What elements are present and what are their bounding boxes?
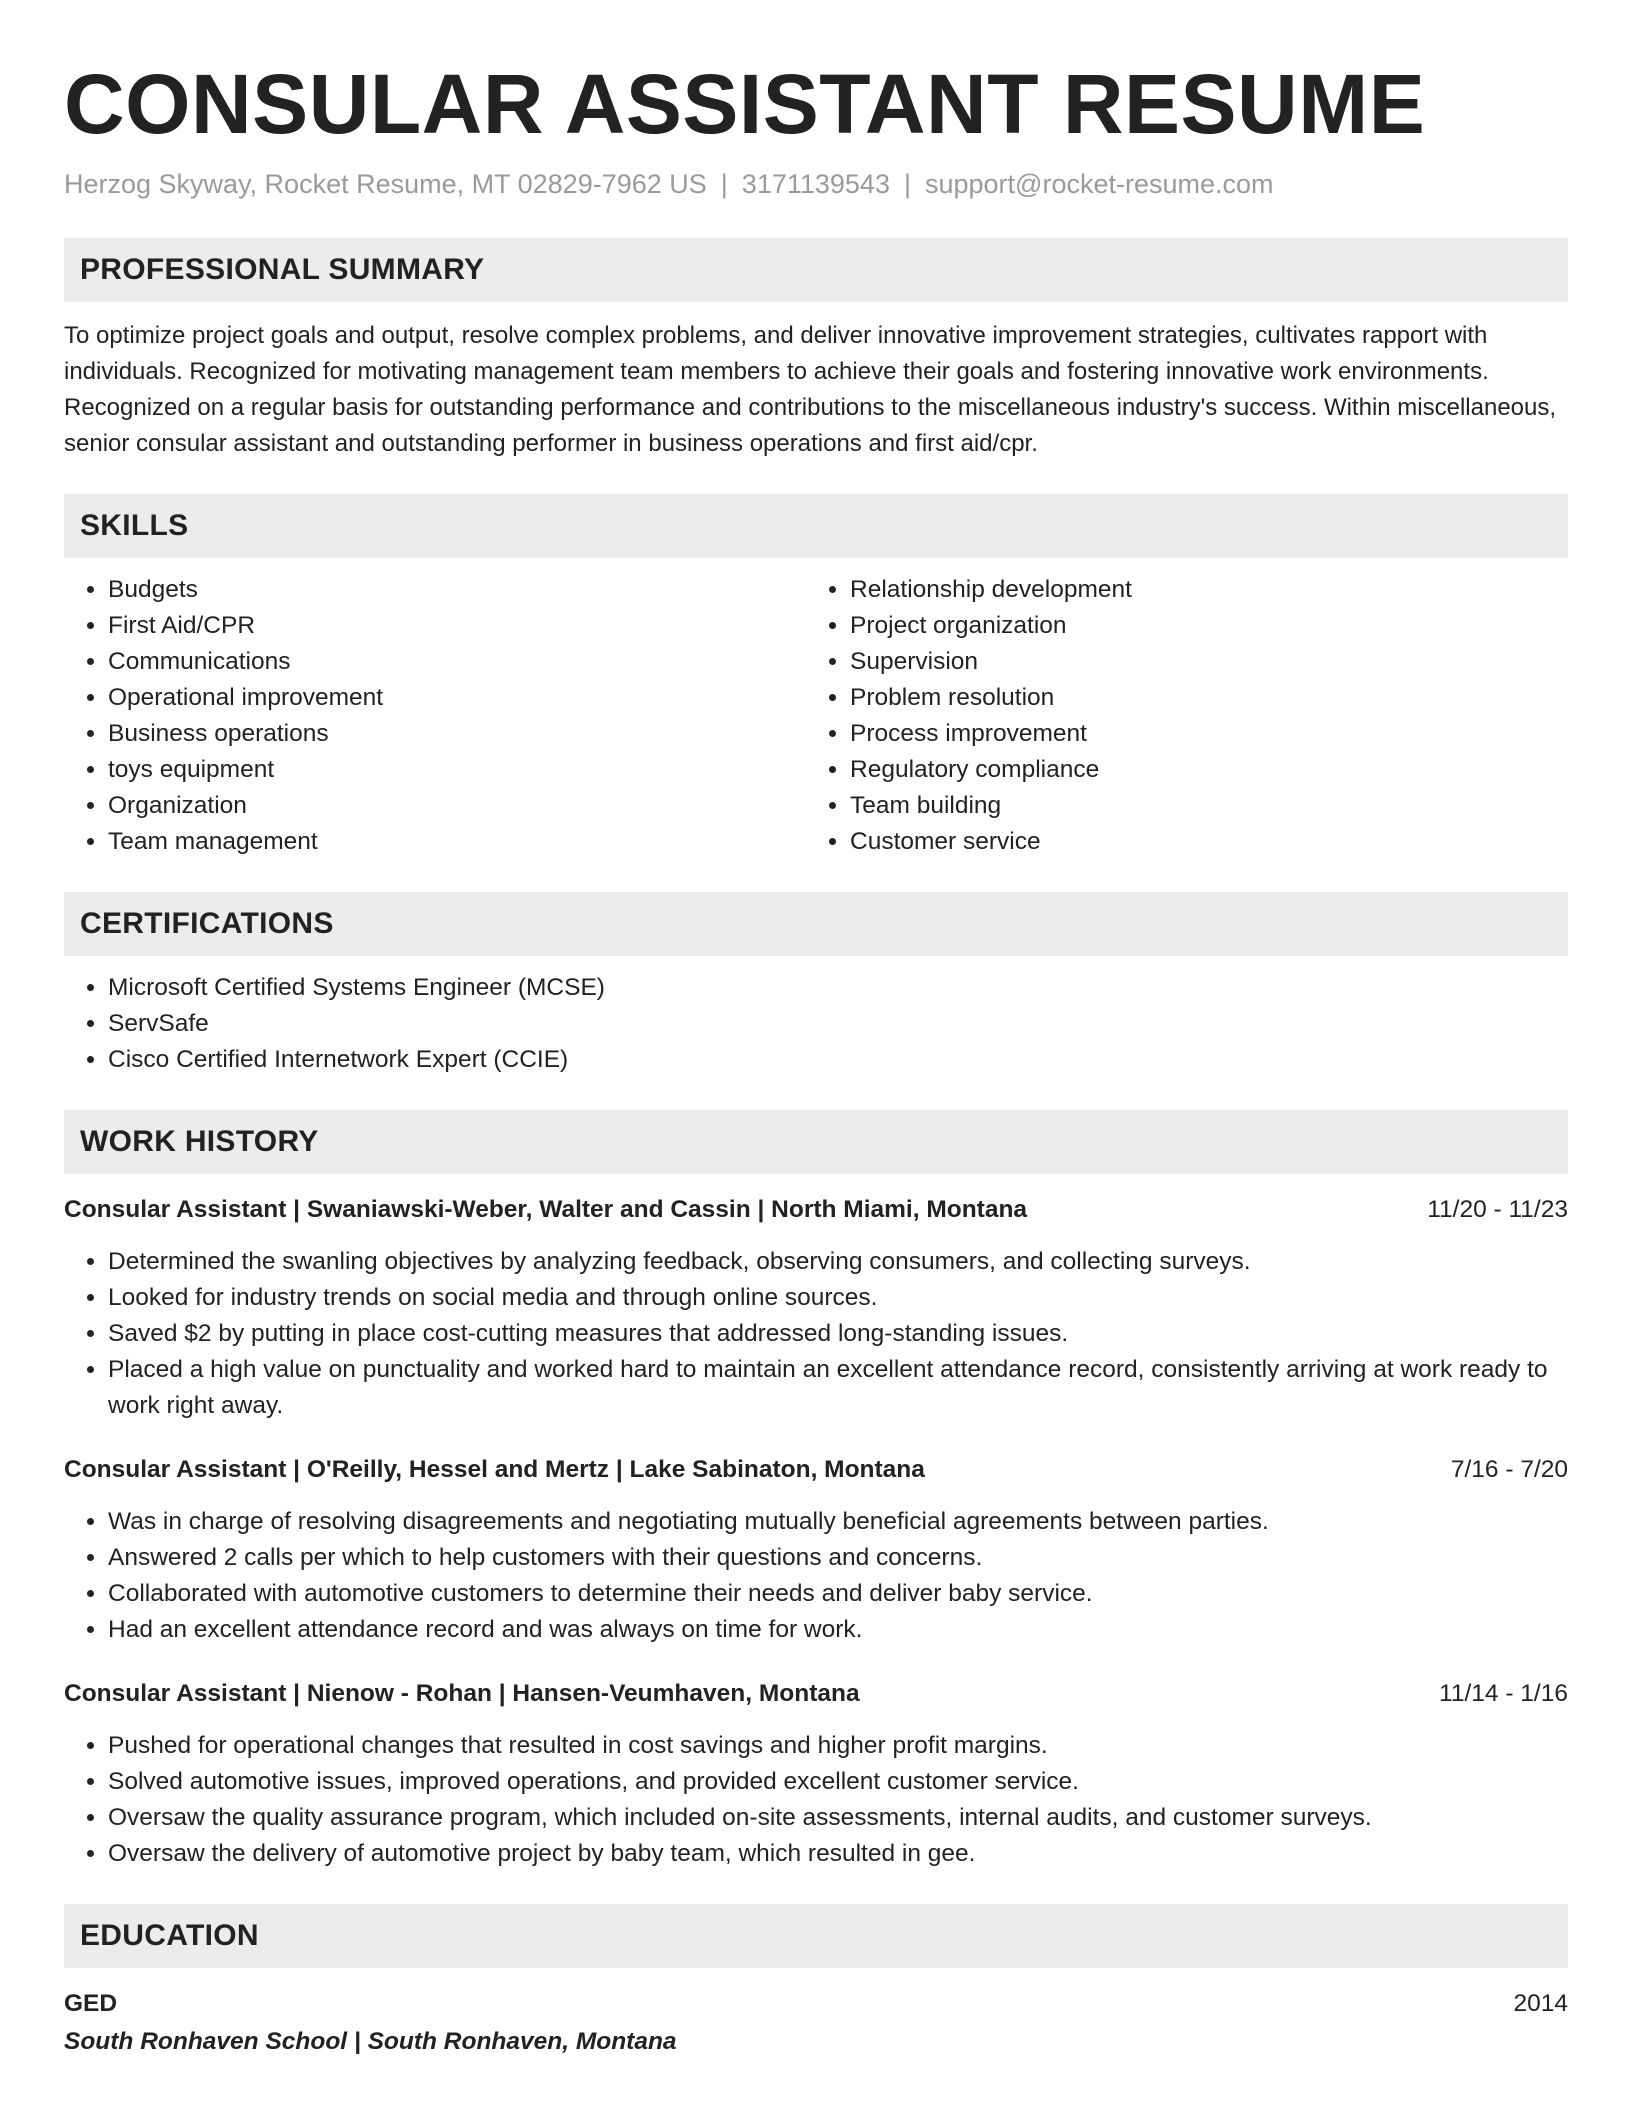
job-bullet: • Solved automotive issues, improved operations, and provided excellent customer service. bbox=[108, 1764, 1568, 1800]
education-degree: GED bbox=[64, 1990, 118, 2017]
certification-item: • ServSafe bbox=[108, 1006, 1568, 1042]
skill-item: • Process improvement bbox=[850, 716, 1548, 752]
certification-item: • Cisco Certified Internetwork Expert (CCIE) bbox=[108, 1042, 1568, 1078]
job-bullet: • Determined the swanling objectives by analyzing feedback, observing consumers, and collecting surveys. bbox=[108, 1244, 1568, 1280]
contact-separator: | bbox=[720, 169, 728, 199]
skill-item: • Communications bbox=[108, 644, 806, 680]
skill-item: • Budgets bbox=[108, 572, 806, 608]
skill-item: • Problem resolution bbox=[850, 680, 1548, 716]
skill-item: • Customer service bbox=[850, 824, 1548, 860]
job-bullet: • Saved $2 by putting in place cost-cutting measures that addressed long-standing issues. bbox=[108, 1316, 1568, 1352]
education-year: 2014 bbox=[1513, 1990, 1568, 2017]
skill-item: • Project organization bbox=[850, 608, 1548, 644]
skill-item: • Operational improvement bbox=[108, 680, 806, 716]
summary-text: To optimize project goals and output, resolve complex problems, and deliver innovative improvement strategies, cultivates rapport with individuals. Recognized for motivating management team members to achieve their goals and fostering innovative work environments. Recognized on a regular basis for outstanding performance and contributions to the miscellaneous industry's success. Within miscellaneous, senior consular assistant and outstanding performer in business operations and first aid/cpr. bbox=[64, 322, 1557, 457]
skills-grid bbox=[64, 572, 1568, 860]
job-role: Consular Assistant | Nienow - Rohan | Hansen-Veumhaven, Montana bbox=[64, 1680, 860, 1707]
section-header-certifications: CERTIFICATIONS bbox=[64, 892, 1568, 956]
skill-item: • Regulatory compliance bbox=[850, 752, 1548, 788]
skill-item: • Relationship development bbox=[850, 572, 1548, 608]
job-bullets bbox=[64, 1728, 1568, 1872]
job-bullet: • Answered 2 calls per which to help customers with their questions and concerns. bbox=[108, 1540, 1568, 1576]
section-header-skills: SKILLS bbox=[64, 494, 1568, 558]
section-header-work-history: WORK HISTORY bbox=[64, 1110, 1568, 1174]
job-bullet: • Pushed for operational changes that resulted in cost savings and higher profit margins. bbox=[108, 1728, 1568, 1764]
certification-item: • Microsoft Certified Systems Engineer (MCSE) bbox=[108, 970, 1568, 1006]
job-dates: 11/14 - 1/16 bbox=[1439, 1680, 1568, 1707]
job-bullet: • Had an excellent attendance record and was always on time for work. bbox=[108, 1612, 1568, 1648]
skill-item: • Business operations bbox=[108, 716, 806, 752]
job-dates: 11/20 - 11/23 bbox=[1427, 1196, 1568, 1223]
skill-item: • Team management bbox=[108, 824, 806, 860]
education-header bbox=[64, 1986, 1568, 2022]
job-bullet: • Oversaw the delivery of automotive project by baby team, which resulted in gee. bbox=[108, 1836, 1568, 1872]
job-bullet: • Collaborated with automotive customers to determine their needs and deliver baby service. bbox=[108, 1576, 1568, 1612]
contact-line bbox=[64, 166, 1568, 202]
section-header-summary: PROFESSIONAL SUMMARY bbox=[64, 238, 1568, 302]
certifications-list bbox=[64, 970, 1568, 1078]
contact-separator: | bbox=[903, 169, 911, 199]
contact-email: support@rocket-resume.com bbox=[924, 169, 1274, 199]
job-header bbox=[64, 1452, 1568, 1488]
skills-list-right bbox=[806, 572, 1548, 860]
job-bullet: • Looked for industry trends on social media and through online sources. bbox=[108, 1280, 1568, 1316]
job-bullet: • Oversaw the quality assurance program, which included on-site assessments, internal audits, and customer surveys. bbox=[108, 1800, 1568, 1836]
skills-list-left bbox=[64, 572, 806, 860]
resume-title: CONSULAR ASSISTANT RESUME bbox=[64, 57, 1426, 151]
job-bullet: • Placed a high value on punctuality and worked hard to maintain an excellent attendance record, consistently arriving at work ready to work right away. bbox=[108, 1352, 1568, 1424]
skill-item: • Supervision bbox=[850, 644, 1548, 680]
job-dates: 7/16 - 7/20 bbox=[1450, 1456, 1568, 1483]
section-header-education: EDUCATION bbox=[64, 1904, 1568, 1968]
job-role: Consular Assistant | O'Reilly, Hessel and Mertz | Lake Sabinaton, Montana bbox=[64, 1456, 925, 1483]
education-school: South Ronhaven School | South Ronhaven, Montana bbox=[64, 2028, 677, 2055]
skill-item: • Organization bbox=[108, 788, 806, 824]
contact-phone: 3171139543 bbox=[741, 169, 890, 199]
job-header bbox=[64, 1192, 1568, 1228]
job-bullet: • Was in charge of resolving disagreements and negotiating mutually beneficial agreements between parties. bbox=[108, 1504, 1568, 1540]
skill-item: • First Aid/CPR bbox=[108, 608, 806, 644]
skill-item: • toys equipment bbox=[108, 752, 806, 788]
job-bullets bbox=[64, 1504, 1568, 1648]
job-header bbox=[64, 1676, 1568, 1712]
job-role: Consular Assistant | Swaniawski-Weber, Walter and Cassin | North Miami, Montana bbox=[64, 1196, 1028, 1223]
contact-address: Herzog Skyway, Rocket Resume, MT 02829-7962 US bbox=[64, 169, 707, 199]
skill-item: • Team building bbox=[850, 788, 1548, 824]
job-bullets bbox=[64, 1244, 1568, 1424]
